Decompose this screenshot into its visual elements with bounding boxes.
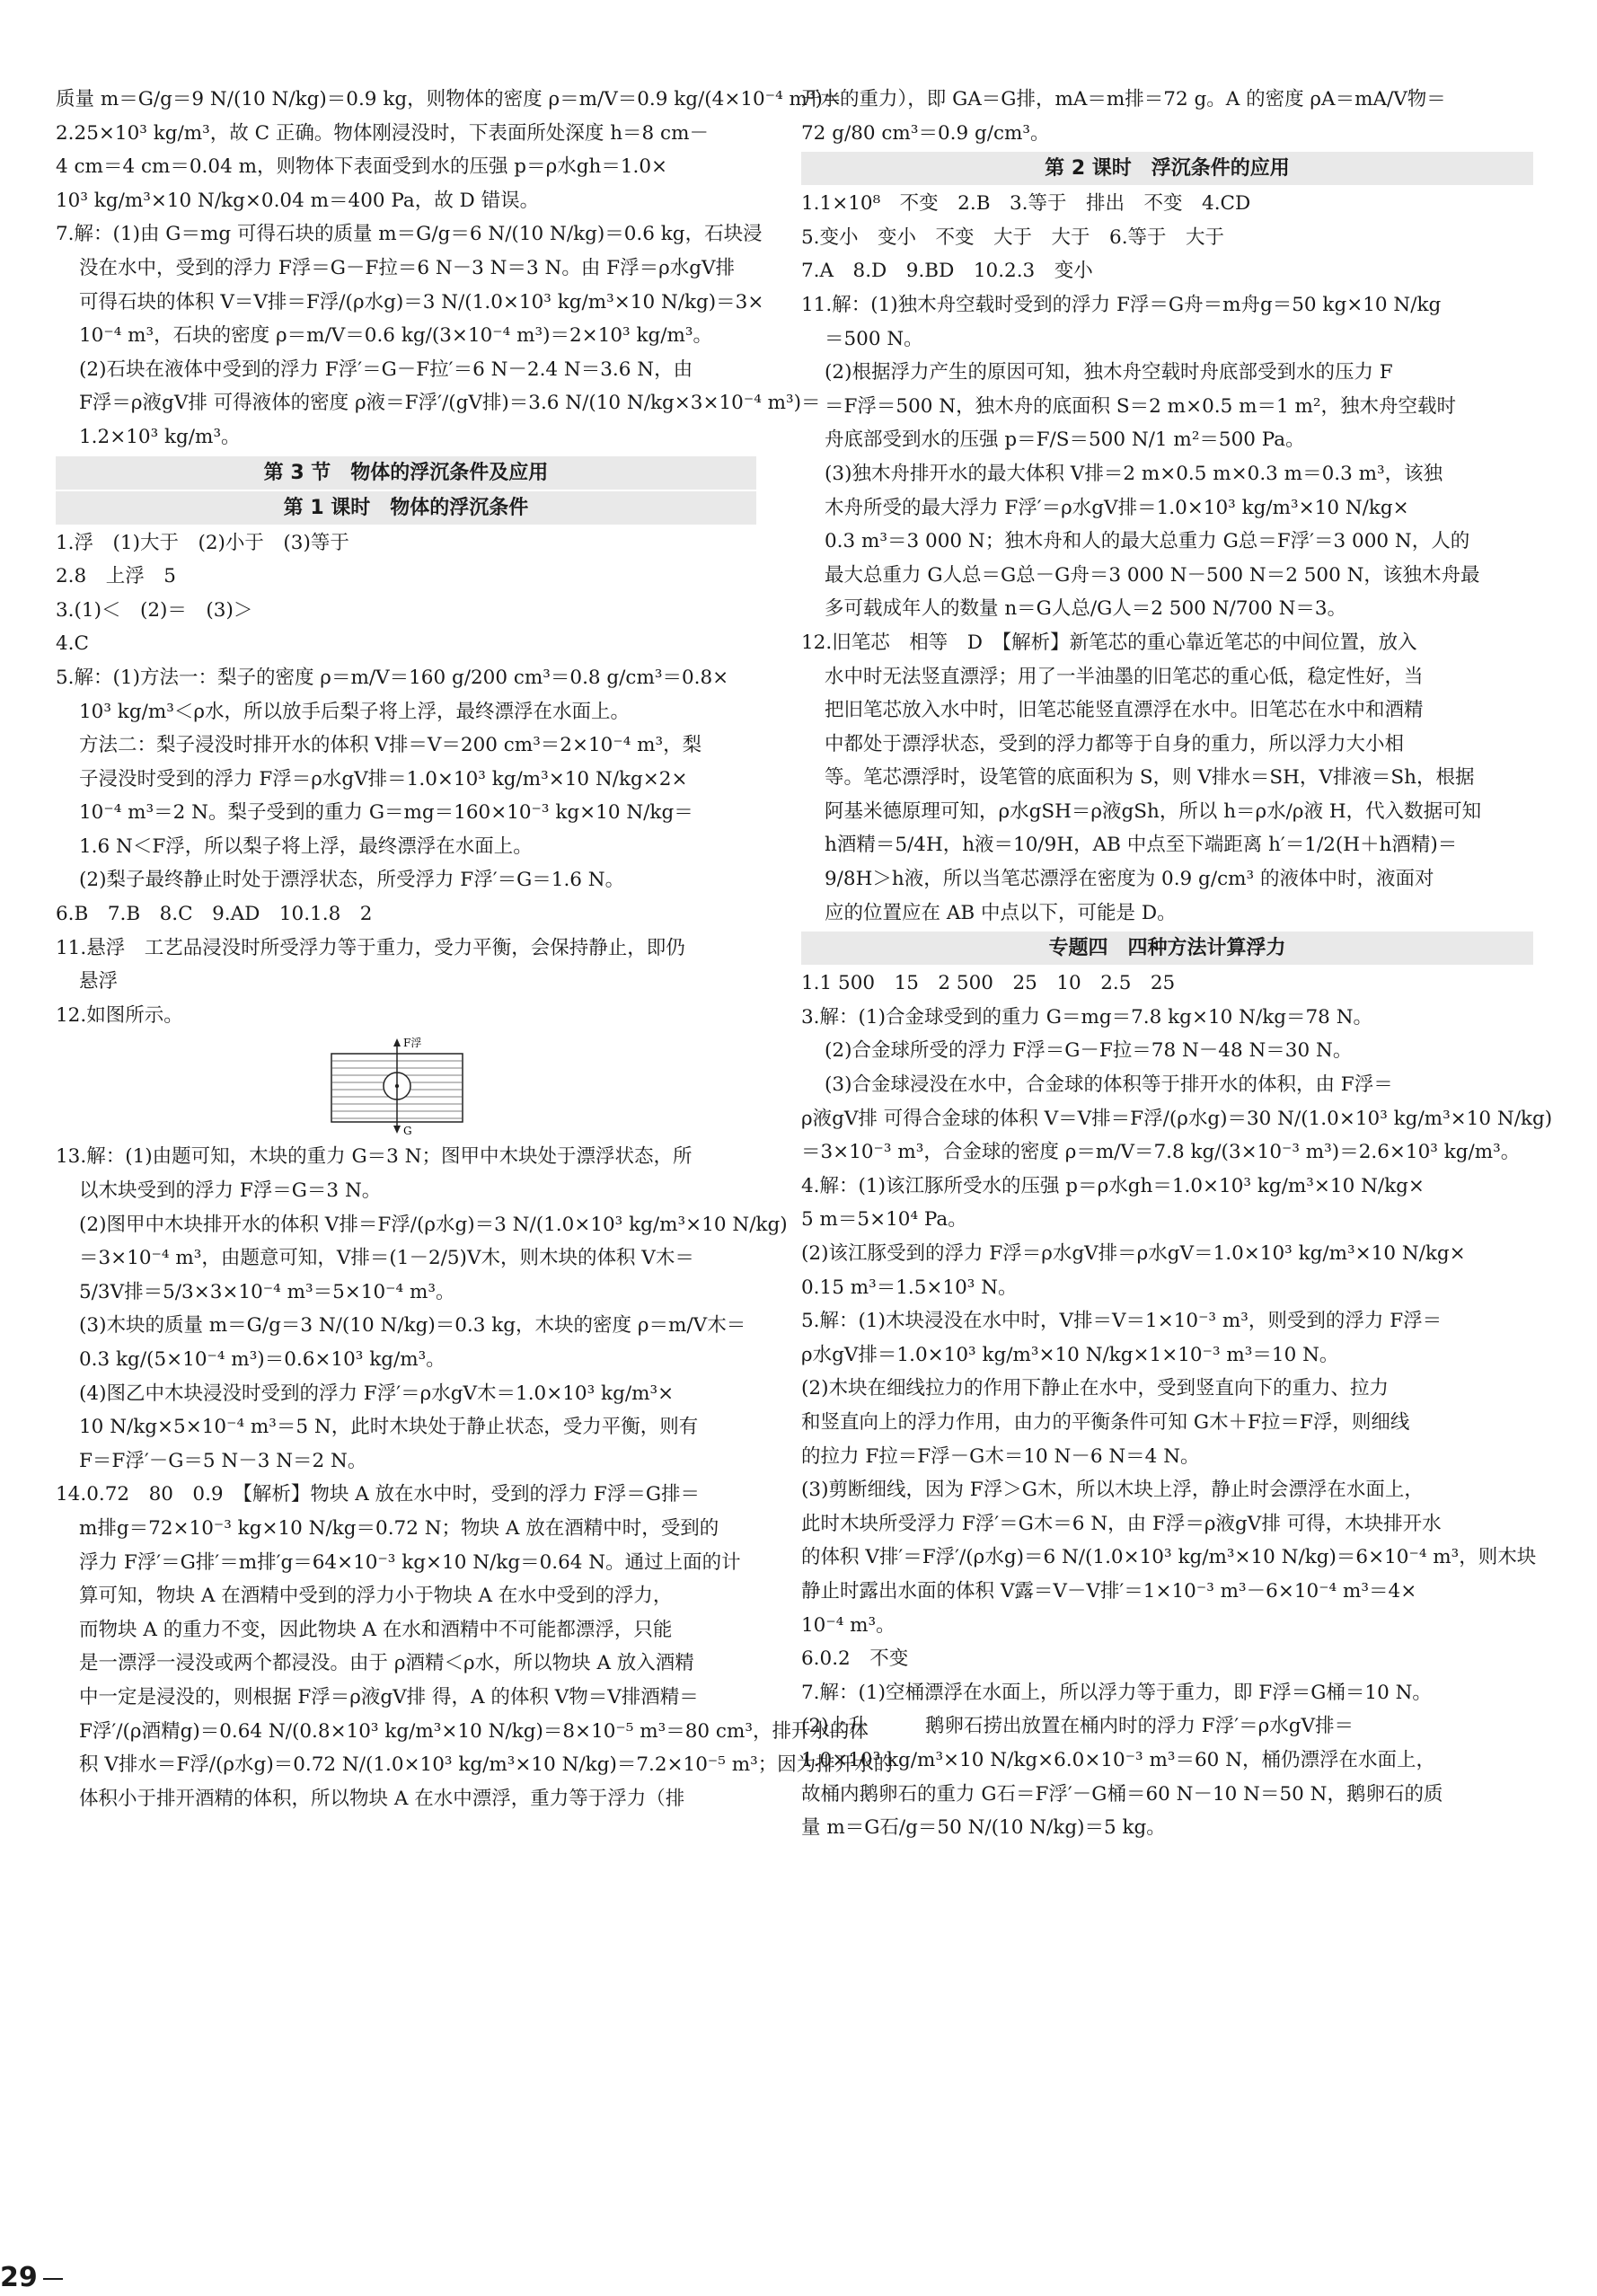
text-line: 的体积 V排′＝F浮′/(ρ水g)＝6 N/(1.0×10³ kg/m³×10 N/kg)＝6×10⁻⁴ m³，则木块	[801, 1546, 1537, 1569]
text-line: 1.6 N＜F浮，所以梨子将上浮，最终漂浮在水面上。	[79, 835, 533, 858]
text-line: 72 g/80 cm³＝0.9 g/cm³。	[801, 121, 1050, 145]
text-line: 5.变小 变小 不变 大于 大于 6.等于 大于	[801, 225, 1225, 249]
text-line: 5.解：(1)木块浸没在水中时，V排＝V＝1×10⁻³ m³，则受到的浮力 F浮＝	[801, 1310, 1443, 1333]
text-line: 5 m＝5×10⁴ Pa。	[801, 1208, 967, 1232]
text-line: 浮力 F浮′＝G排′＝m排′g＝64×10⁻³ kg×10 N/kg＝0.64 N。通过上面的计	[79, 1550, 741, 1574]
text-line: 1.1 500 15 2 500 25 10 2.5 25	[801, 972, 1176, 995]
text-line: 水中时无法竖直漂浮；用了一半油墨的旧笔芯的重心低，稳定性好，当	[825, 665, 1424, 688]
text-line: (4)图乙中木块浸没时受到的浮力 F浮′＝ρ水gV木＝1.0×10³ kg/m³×	[79, 1382, 675, 1405]
text-line: 10 N/kg×5×10⁻⁴ m³＝5 N，此时木块处于静止状态，受力平衡，则有	[79, 1416, 699, 1439]
text-line: (3)合金球浸没在水中，合金球的体积等于排开水的体积，由 F浮＝	[825, 1073, 1393, 1097]
text-line: 中一定是浸没的，则根据 F浮＝ρ液gV排 得，A 的体积 V物＝V排酒精＝	[79, 1685, 699, 1709]
text-line: 悬浮	[79, 970, 119, 993]
text-line: 多可载成年人的数量 n＝G人总/G人＝2 500 N/700 N＝3。	[825, 597, 1347, 621]
text-line: 7.解：(1)由 G＝mg 可得石块的质量 m＝G/g＝6 N/(10 N/kg)＝0.6 kg，石块浸	[56, 223, 763, 246]
text-line: 而物块 A 的重力不变，因此物块 A 在水和酒精中不可能都漂浮，只能	[79, 1618, 673, 1641]
text-line: 静止时露出水面的体积 V露＝V－V排′＝1×10⁻³ m³－6×10⁻⁴ m³＝4×	[801, 1579, 1417, 1603]
text-line: ρ液gV排 可得合金球的体积 V＝V排＝F浮/(ρ水g)＝30 N/(1.0×10³ kg/m³×10 N/kg)	[801, 1107, 1553, 1130]
text-line: 没在水中，受到的浮力 F浮＝G－F拉＝6 N－3 N＝3 N。由 F浮＝ρ水gV排	[79, 256, 736, 279]
text-line: 0.3 m³＝3 000 N；独木舟和人的最大总重力 G总＝F浮′＝3 000 N，人的	[825, 530, 1470, 553]
text-line: 12.旧笔芯 相等 D 【解析】新笔芯的重心靠近笔芯的中间位置，放入	[801, 631, 1417, 654]
text-line: 积 V排水＝F浮/(ρ水g)＝0.72 N/(1.0×10³ kg/m³×10 N/kg)＝7.2×10⁻⁵ m³；因为排开水的	[79, 1753, 894, 1777]
text-line: (3)木块的质量 m＝G/g＝3 N/(10 N/kg)＝0.3 kg，木块的密度 ρ＝m/V木＝	[79, 1314, 746, 1338]
text-line: 1.0×10³ kg/m³×10 N/kg×6.0×10⁻³ m³＝60 N，桶仍漂浮在水面上，	[801, 1748, 1436, 1771]
text-line: (2)梨子最终静止时处于漂浮状态，所受浮力 F浮′＝G＝1.6 N。	[79, 869, 625, 892]
text-line: 体积小于排开酒精的体积，所以物块 A 在水中漂浮，重力等于浮力（排	[79, 1787, 685, 1810]
gravity-force-label: G	[403, 1125, 412, 1138]
text-line: 开水的重力），即 GA＝G排，mA＝m排＝72 g。A 的密度 ρA＝mA/V物＝	[801, 88, 1446, 110]
text-line: 1.1×10⁸ 不变 2.B 3.等于 排出 不变 4.CD	[801, 192, 1251, 216]
text-line: (2)根据浮力产生的原因可知，独木舟空载时舟底部受到水的压力 F	[825, 361, 1393, 384]
text-line: 6.0.2 不变	[801, 1647, 909, 1671]
text-line: 10⁻⁴ m³。	[801, 1613, 896, 1637]
text-line: 7.A 8.D 9.BD 10.2.3 变小	[801, 260, 1093, 283]
text-line: 是一漂浮一浸没或两个都浸没。由于 ρ酒精＜ρ水，所以物块 A 放入酒精	[79, 1652, 694, 1675]
text-line: 的拉力 F拉＝F浮－G木＝10 N－6 N＝4 N。	[801, 1444, 1200, 1468]
section-heading: 第 2 课时 浮沉条件的应用	[801, 152, 1533, 185]
text-line: 4.解：(1)该江豚所受水的压强 p＝ρ水gh＝1.0×10³ kg/m³×10 N/kg×	[801, 1174, 1425, 1197]
text-line: F浮′/(ρ酒精g)＝0.64 N/(0.8×10³ kg/m³×10 N/kg)＝8×10⁻⁵ m³＝80 cm³，排开水的体	[79, 1719, 869, 1743]
text-line: ρ水gV排＝1.0×10³ kg/m³×10 N/kg×1×10⁻³ m³＝10 N。	[801, 1343, 1339, 1366]
buoyancy-diagram	[330, 1034, 464, 1138]
figure-block	[56, 1032, 756, 1140]
text-line: 和竖直向上的浮力作用，由力的平衡条件可知 G木＋F拉＝F浮，则细线	[801, 1410, 1410, 1434]
text-line: 量 m＝G石/g＝50 N/(10 N/kg)＝5 kg。	[801, 1816, 1166, 1840]
page-number-dash	[43, 2278, 63, 2280]
text-line: (2)该江豚受到的浮力 F浮＝ρ水gV排＝ρ水gV＝1.0×10³ kg/m³×10 N/kg×	[801, 1242, 1466, 1265]
text-line: 此时木块所受浮力 F浮′＝G木＝6 N，由 F浮＝ρ液gV排 可得，木块排开水	[801, 1512, 1442, 1535]
text-line: (2)上升 鹅卵石捞出放置在桶内时的浮力 F浮′＝ρ水gV排＝	[801, 1715, 1354, 1738]
text-line: 子浸没时受到的浮力 F浮＝ρ水gV排＝1.0×10³ kg/m³×10 N/kg×2×	[79, 767, 688, 790]
text-line: 等。笔芯漂浮时，设笔管的底面积为 S，则 V排水＝SH，V排液＝Sh，根据	[825, 766, 1475, 790]
text-line: 应的位置应在 AB 中点以下，可能是 D。	[825, 901, 1177, 924]
text-line: 14.0.72 80 0.9 【解析】物块 A 放在水中时，受到的浮力 F浮＝G排＝	[56, 1483, 700, 1506]
text-line: 4.C	[56, 632, 89, 656]
text-line: 1.浮 (1)大于 (2)小于 (3)等于	[56, 531, 349, 554]
text-line: 10⁻⁴ m³，石块的密度 ρ＝m/V＝0.6 kg/(3×10⁻⁴ m³)＝2×10³ kg/m³。	[79, 324, 713, 348]
text-line: 把旧笔芯放入水中时，旧笔芯能竖直漂浮在水中。旧笔芯在水中和酒精	[825, 699, 1424, 722]
text-line: 7.解：(1)空桶漂浮在水面上，所以浮力等于重力，即 F浮＝G桶＝10 N。	[801, 1681, 1432, 1704]
text-line: (3)独木舟排开水的最大体积 V排＝2 m×0.5 m×0.3 m＝0.3 m³，该独	[825, 462, 1443, 485]
text-line: m排g＝72×10⁻³ kg×10 N/kg＝0.72 N；物块 A 放在酒精中时，受到的	[79, 1516, 719, 1540]
page-number: 29	[0, 2262, 38, 2293]
text-line: 6.B 7.B 8.C 9.AD 10.1.8 2	[56, 903, 373, 926]
text-line: 0.15 m³＝1.5×10³ N。	[801, 1276, 1018, 1299]
section-heading: 第 3 节 物体的浮沉条件及应用	[56, 456, 756, 490]
text-line: F浮＝ρ液gV排 可得液体的密度 ρ液＝F浮′/(gV排)＝3.6 N/(10 N/kg×3×10⁻⁴ m³)＝	[79, 392, 821, 415]
text-line: 9/8H＞h液，所以当笔芯漂浮在密度为 0.9 g/cm³ 的液体中时，液面对	[825, 868, 1434, 891]
text-line: (2)合金球所受的浮力 F浮＝G－F拉＝78 N－48 N＝30 N。	[825, 1039, 1353, 1063]
text-line: 10⁻⁴ m³＝2 N。梨子受到的重力 G＝mg＝160×10⁻³ kg×10 N/kg＝	[79, 801, 693, 825]
text-line: 2.25×10³ kg/m³，故 C 正确。物体刚浸没时，下表面所处深度 h＝8 cm－	[56, 121, 709, 145]
text-line: ＝500 N。	[825, 327, 923, 350]
text-line: 中都处于漂浮状态，受到的浮力都等于自身的重力，所以浮力大小相	[825, 732, 1405, 755]
buoyancy-force-label: F浮	[403, 1037, 422, 1050]
text-line: 10³ kg/m³×10 N/kg×0.04 m＝400 Pa，故 D 错误。	[56, 189, 540, 212]
text-line: 3.(1)＜ (2)＝ (3)＞	[56, 598, 253, 622]
text-line: 2.8 上浮 5	[56, 565, 176, 588]
text-line: (3)剪断细线，因为 F浮＞G木，所以木块上浮，静止时会漂浮在水面上，	[801, 1479, 1424, 1502]
text-line: 舟底部受到水的压强 p＝F/S＝500 N/1 m²＝500 Pa。	[825, 428, 1305, 452]
text-line: (2)木块在细线拉力的作用下静止在水中，受到竖直向下的重力、拉力	[801, 1377, 1389, 1400]
text-line: 5.解：(1)方法一：梨子的密度 ρ＝m/V＝160 g/200 cm³＝0.8 g/cm³＝0.8×	[56, 666, 729, 689]
text-line: 12.如图所示。	[56, 1003, 183, 1027]
text-line: 以木块受到的浮力 F浮＝G＝3 N。	[79, 1179, 382, 1203]
text-line: 方法二：梨子浸没时排开水的体积 V排＝V＝200 cm³＝2×10⁻⁴ m³，梨	[79, 734, 702, 757]
text-line: 13.解：(1)由题可知，木块的重力 G＝3 N；图甲中木块处于漂浮状态，所	[56, 1145, 693, 1169]
text-line: 最大总重力 G人总＝G总－G舟＝3 000 N－500 N＝2 500 N，该独木舟最	[825, 563, 1480, 587]
text-line: 3.解：(1)合金球受到的重力 G＝mg＝7.8 kg×10 N/kg＝78 N。	[801, 1005, 1373, 1029]
text-line: 5/3V排＝5/3×3×10⁻⁴ m³＝5×10⁻⁴ m³。	[79, 1280, 455, 1303]
section-heading: 专题四 四种方法计算浮力	[801, 932, 1533, 965]
text-line: 10³ kg/m³＜ρ水，所以放手后梨子将上浮，最终漂浮在水面上。	[79, 700, 630, 723]
text-line: 4 cm＝4 cm＝0.04 m，则物体下表面受到水的压强 p＝ρ水gh＝1.0×	[56, 155, 668, 179]
text-line: 1.2×10³ kg/m³。	[79, 425, 241, 448]
text-line: 算可知，物块 A 在酒精中受到的浮力小于物块 A 在水中受到的浮力，	[79, 1585, 673, 1608]
text-line: (2)图甲中木块排开水的体积 V排＝F浮/(ρ水g)＝3 N/(1.0×10³ kg/m³×10 N/kg)	[79, 1213, 788, 1236]
text-line: h酒精＝5/4H，h液＝10/9H，AB 中点至下端距离 h′＝1/2(H＋h酒精)＝	[825, 834, 1458, 857]
text-line: 11.解：(1)独木舟空载时受到的浮力 F浮＝G舟＝m舟g＝50 kg×10 N/kg	[801, 293, 1442, 316]
text-line: 阿基米德原理可知，ρ水gSH＝ρ液gSh，所以 h＝ρ水/ρ液 H，代入数据可知	[825, 799, 1482, 823]
section-heading: 第 1 课时 物体的浮沉条件	[56, 491, 756, 525]
text-line: 可得石块的体积 V＝V排＝F浮/(ρ水g)＝3 N/(1.0×10³ kg/m³×10 N/kg)＝3×	[79, 290, 764, 313]
text-line: ＝F浮＝500 N，独木舟的底面积 S＝2 m×0.5 m＝1 m²，独木舟空载时	[825, 394, 1457, 418]
text-line: 11.悬浮 工艺品浸没时所受浮力等于重力，受力平衡，会保持静止，即仍	[56, 936, 685, 959]
right-column	[801, 83, 1553, 1845]
text-line: 质量 m＝G/g＝9 N/(10 N/kg)＝0.9 kg，则物体的密度 ρ＝m/V＝0.9 kg/(4×10⁻⁴ m³)＝	[56, 88, 843, 110]
text-line: ＝3×10⁻³ m³，合金球的密度 ρ＝m/V＝7.8 kg/(3×10⁻³ m³)＝2.6×10³ kg/m³。	[801, 1141, 1521, 1164]
text-line: 0.3 kg/(5×10⁻⁴ m³)＝0.6×10³ kg/m³。	[79, 1348, 446, 1371]
text-line: 木舟所受的最大浮力 F浮′＝ρ水gV排＝1.0×10³ kg/m³×10 N/kg×	[825, 496, 1409, 519]
text-line: 故桶内鹅卵石的重力 G石＝F浮′－G桶＝60 N－10 N＝50 N，鹅卵石的质	[801, 1782, 1443, 1806]
text-line: (2)石块在液体中受到的浮力 F浮′＝G－F拉′＝6 N－2.4 N＝3.6 N，由	[79, 358, 693, 381]
text-line: F＝F浮′－G＝5 N－3 N＝2 N。	[79, 1449, 367, 1472]
text-line: ＝3×10⁻⁴ m³，由题意可知，V排＝(1－2/5)V木，则木块的体积 V木＝	[79, 1247, 694, 1270]
